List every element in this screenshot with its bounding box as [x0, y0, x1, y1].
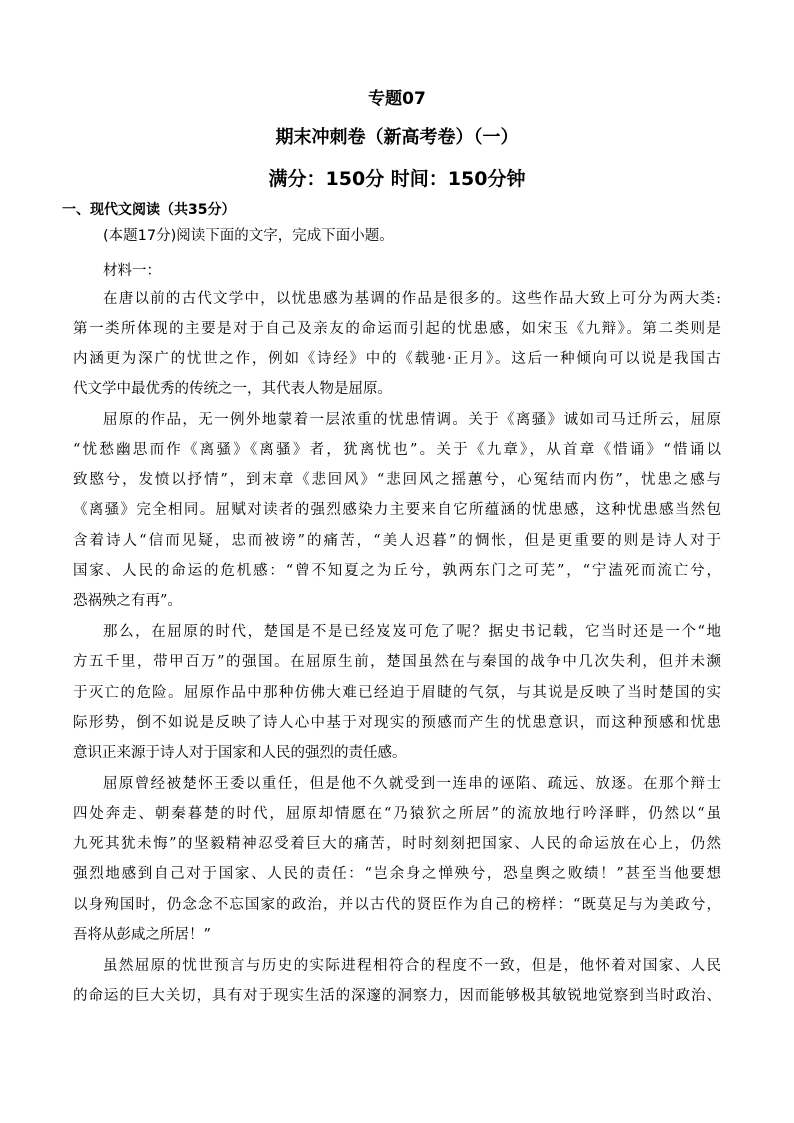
passage-line: “忧愁幽思而作《离骚》《离骚》者，犹离忧也”。关于《九章》，从首章《惜诵》“惜诵以	[73, 442, 721, 458]
passage-line: 内涵更为深广的忧世之作，例如《诗经》中的《载驰·正月》。这后一种倾向可以说是我国古	[73, 351, 721, 367]
passage-line: 含着诗人“信而见疑，忠而被谤”的痛苦，“美人迟暮”的惆怅，但是更重要的则是诗人对于	[73, 533, 721, 549]
passage-line: 屈原曾经被楚怀王委以重任，但是他不久就受到一连串的诬陷、疏远、放逐。在那个辩士	[103, 776, 721, 792]
passage-line: 国家、人民的命运的危机感：“曾不知夏之为丘兮，孰两东门之可芜”，“宁溘死而流亡兮，	[73, 563, 721, 579]
topic-number: 专题07	[368, 89, 426, 109]
question-instruction: (本题17分)阅读下面的文字，完成下面小题。	[103, 228, 394, 244]
passage-line: 在唐以前的古代文学中，以忧患感为基调的作品是很多的。这些作品大致上可分为两大类:	[103, 291, 721, 307]
passage-line: 致愍兮，发愤以抒情”，到末章《悲回风》“悲回风之摇蕙兮，心冤结而内伤”，忧患之感与	[73, 472, 721, 488]
passage-line: 以身殉国时，仍念念不忘国家的政治，并以古代的贤臣作为自己的榜样：“既莫足与为美政兮，	[73, 897, 721, 913]
passage-line: 屈原的作品，无一例外地蒙着一层浓重的忧患情调。关于《离骚》诚如司马迁所云，屈原	[103, 412, 721, 428]
passage-line: 虽然屈原的忧世预言与历史的实际进程相符合的程度不一致，但是，他怀着对国家、人民	[103, 958, 721, 974]
passage-line: 九死其犹未悔”的坚毅精神忍受着巨大的痛苦，时时刻刻把国家、人民的命运放在心上，仍然	[73, 836, 721, 852]
passage-line: 吾将从彭咸之所居！”	[73, 927, 211, 943]
passage-line: 方五千里，带甲百万”的强国。在屈原生前，楚国虽然在与秦国的战争中几次失利，但并未濒	[73, 654, 721, 670]
passage-line: 强烈地感到自己对于国家、人民的责任：“岂余身之惮殃兮，恐皇舆之败绩！”甚至当他要想	[73, 866, 721, 882]
passage-line: 第一类所体现的主要是对于自己及亲友的命运而引起的忧患感，如宋玉《九辩》。第二类则是	[73, 321, 721, 337]
passage-line: 那么，在屈原的时代，楚国是不是已经岌岌可危了呢？据史书记载，它当时还是一个“地	[103, 624, 721, 640]
passage-line: 际形势，倒不如说是反映了诗人心中基于对现实的预感而产生的忧患意识，而这种预感和忧患	[73, 715, 721, 731]
passage-line: 于灭亡的危险。屈原作品中那种仿佛大难已经迫于眉睫的气氛，与其说是反映了当时楚国的实	[73, 685, 721, 701]
passage-line: 意识正来源于诗人对于国家和人民的强烈的责任感。	[73, 745, 407, 761]
material-label: 材料一：	[103, 263, 161, 279]
section-heading: 一、现代文阅读（共35分）	[62, 202, 236, 218]
score-time: 满分：150分 时间：150分钟	[268, 168, 526, 190]
passage-line: 代文学中最优秀的传统之一，其代表人物是屈原。	[73, 381, 392, 397]
exam-title: 期末冲刺卷（新高考卷）（一）	[275, 127, 519, 148]
passage-line: 恐祸殃之有再”。	[73, 593, 182, 609]
passage-line: 的命运的巨大关切，具有对于现实生活的深邃的洞察力，因而能够极其敏锐地觉察到当时政治、	[73, 988, 721, 1004]
passage-line: 《离骚》完全相同。屈赋对读者的强烈感染力主要来自它所蕴涵的忧患感，这种忧患感当然包	[73, 502, 721, 518]
passage-line: 四处奔走、朝秦暮楚的时代，屈原却情愿在“乃猿狖之所居”的流放地行吟泽畔，仍然以“虽	[73, 806, 721, 822]
